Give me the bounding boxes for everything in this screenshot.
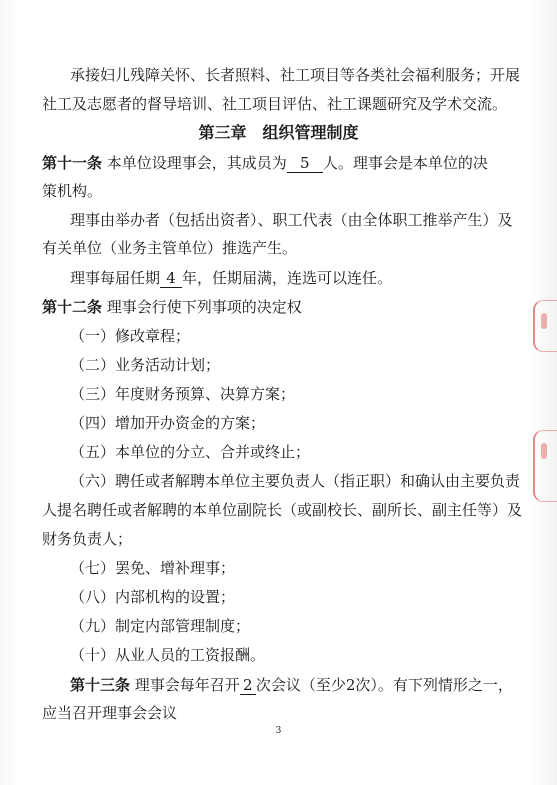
text-line: 理事由举办者（包括出资者）、职工代表（由全体职工推举产生）及 [70, 211, 513, 229]
article-11-label: 第十一条 [42, 154, 103, 172]
text-line: 人提名聘任或者解聘的本单位副院长（或副校长、副所长、副主任等）及 [42, 501, 523, 519]
list-item: （三）年度财务预算、决算方案； [70, 385, 296, 403]
article-13-line [70, 675, 513, 695]
list-item: （四）增加开办资金的方案； [70, 414, 266, 432]
page-number: 3 [275, 726, 282, 736]
text-line: 有关单位（业务主管单位）推选产生。 [42, 239, 298, 257]
list-item: （十）从业人员的工资报酬。 [70, 646, 266, 664]
text-line: 承接妇儿残障关怀、长者照料、社工项目等各类社会福利服务；开展 [70, 66, 521, 84]
list-item: （六）聘任或者解聘本单位主要负责人（指正职）和确认由主要负责 [70, 472, 521, 490]
text-line: 社工及志愿者的督导培训、社工项目评估、社工课题研究及学术交流。 [42, 95, 508, 113]
list-item: （八）内部机构的设置； [70, 588, 236, 606]
member-count: 5 [287, 155, 323, 173]
term-years: 4 [160, 270, 182, 288]
article-11-text: 本单位设理事会，其成员为 [106, 154, 287, 172]
article-12-text: 理事会行使下列事项的决定权 [106, 298, 302, 316]
meeting-times: 2 [240, 677, 256, 695]
article-11-line [42, 153, 488, 173]
text-line: 策机构。 [42, 182, 103, 200]
article-13-text-b: 次会议（至少2次）。有下列情形之一， [255, 676, 513, 694]
list-item: （一）修改章程； [70, 327, 191, 345]
term-text: 理事每届任期 [70, 269, 161, 287]
article-13-text: 理事会每年召开 [134, 676, 240, 694]
list-item: （七）罢免、增补理事； [70, 559, 236, 577]
text-line: 应当召开理事会会议 [42, 704, 178, 722]
article-11-text-b: 人。理事会是本单位的决 [322, 154, 488, 172]
article-12-label: 第十二条 [42, 298, 103, 316]
article-12-line [42, 297, 442, 317]
red-seal-fragment [533, 430, 557, 502]
list-item: （九）制定内部管理制度； [70, 617, 251, 635]
term-line [70, 268, 470, 288]
term-text-b: 年，任期届满，连选可以连任。 [182, 269, 393, 287]
red-seal-fragment [533, 300, 557, 352]
chapter-title: 第三章 组织管理制度 [198, 123, 359, 142]
article-13-label: 第十三条 [70, 676, 131, 694]
list-item: （二）业务活动计划； [70, 356, 221, 374]
text-line: 财务负责人； [42, 530, 133, 548]
list-item: （五）本单位的分立、合并或终止； [70, 443, 311, 461]
